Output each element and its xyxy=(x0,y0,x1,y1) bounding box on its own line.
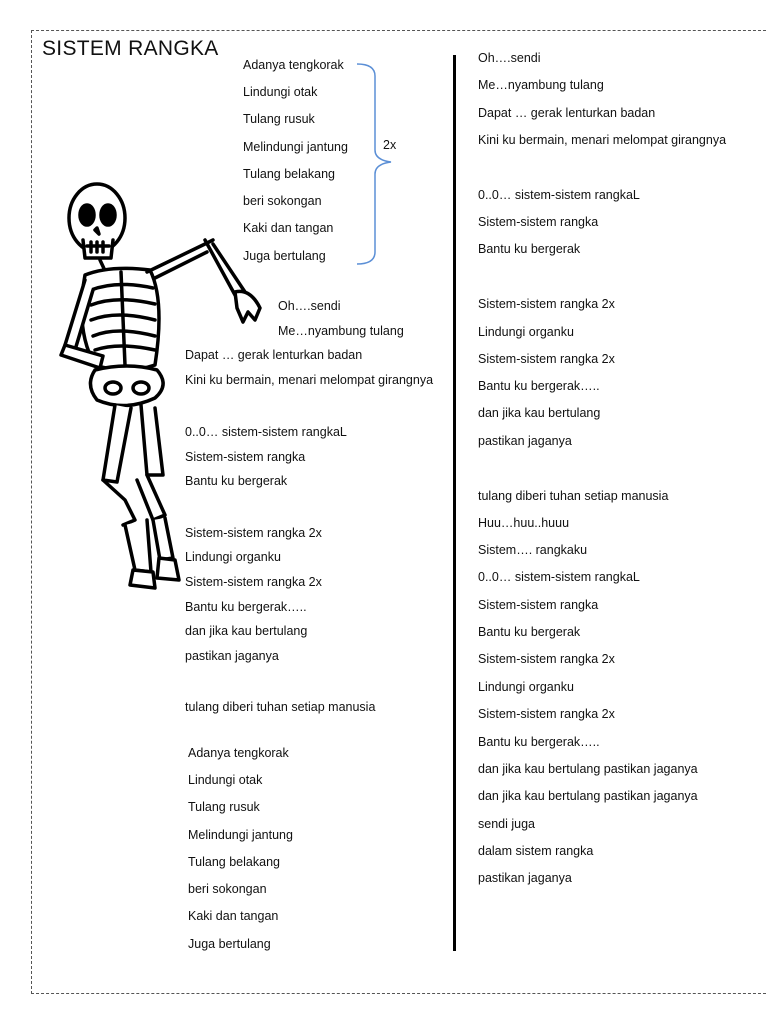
lyric-line: sendi juga xyxy=(478,817,535,831)
lyric-line: Huu…huu..huuu xyxy=(478,516,570,530)
lyric-line: Dapat … gerak lenturkan badan xyxy=(478,106,656,120)
lyric-line: beri sokongan xyxy=(188,882,267,896)
lyric-line: Sistem…. rangkaku xyxy=(478,543,588,557)
lyric-line: Dapat … gerak lenturkan badan xyxy=(185,348,363,362)
lyric-line: beri sokongan xyxy=(243,194,322,208)
lyric-line: Lindungi otak xyxy=(243,85,318,99)
lyric-line: Melindungi jantung xyxy=(243,140,348,154)
lyric-line: Sistem-sistem rangka xyxy=(478,598,599,612)
lyric-line: Bantu ku bergerak….. xyxy=(478,379,600,393)
lyric-line: Bantu ku bergerak xyxy=(478,242,581,256)
lyric-line: Sistem-sistem rangka xyxy=(478,215,599,229)
lyric-line: Sistem-sistem rangka 2x xyxy=(478,707,615,721)
lyric-line: Tulang belakang xyxy=(188,855,280,869)
column-divider xyxy=(453,55,456,951)
page-title: SISTEM RANGKA xyxy=(42,37,219,60)
lyric-line: dan jika kau bertulang xyxy=(185,624,308,638)
lyric-line: dan jika kau bertulang pastikan jaganya xyxy=(478,789,698,803)
lyric-line: Sistem-sistem rangka 2x xyxy=(478,297,615,311)
lyric-line: dan jika kau bertulang pastikan jaganya xyxy=(478,762,698,776)
lyric-line: Me…nyambung tulang xyxy=(478,78,604,92)
lyric-line: Oh….sendi xyxy=(278,299,341,313)
repeat-marker: 2x xyxy=(383,138,397,152)
lyric-line: dalam sistem rangka xyxy=(478,844,594,858)
lyric-line: Sistem-sistem rangka 2x xyxy=(478,352,615,366)
lyric-line: Bantu ku bergerak xyxy=(185,474,288,488)
lyric-line: Me…nyambung tulang xyxy=(278,324,404,338)
lyric-line: tulang diberi tuhan setiap manusia xyxy=(185,700,376,714)
lyric-line: Bantu ku bergerak xyxy=(478,625,581,639)
lyric-line: dan jika kau bertulang xyxy=(478,406,601,420)
lyric-line: Sistem-sistem rangka xyxy=(185,450,306,464)
lyric-line: Kaki dan tangan xyxy=(188,909,279,923)
lyric-line: Kaki dan tangan xyxy=(243,221,334,235)
lyric-line: Sistem-sistem rangka 2x xyxy=(478,652,615,666)
lyric-line: Kini ku bermain, menari melompat girangnya xyxy=(478,133,727,147)
lyric-line: 0..0… sistem-sistem rangkaL xyxy=(478,188,640,202)
lyric-line: pastikan jaganya xyxy=(185,649,279,663)
lyric-line: Tulang rusuk xyxy=(243,112,315,126)
lyric-line: Lindungi organku xyxy=(478,680,574,694)
lyric-line: Bantu ku bergerak….. xyxy=(478,735,600,749)
lyric-line: Lindungi organku xyxy=(185,550,281,564)
lyric-line: Tulang rusuk xyxy=(188,800,260,814)
lyric-line: Juga bertulang xyxy=(243,249,326,263)
lyric-line: Lindungi otak xyxy=(188,773,263,787)
lyric-line: Lindungi organku xyxy=(478,325,574,339)
lyric-line: 0..0… sistem-sistem rangkaL xyxy=(185,425,347,439)
lyric-line: Sistem-sistem rangka 2x xyxy=(185,575,322,589)
lyric-line: Melindungi jantung xyxy=(188,828,293,842)
lyric-line: Bantu ku bergerak….. xyxy=(185,600,307,614)
lyric-line: pastikan jaganya xyxy=(478,871,572,885)
lyric-line: Oh….sendi xyxy=(478,51,541,65)
lyric-line: Adanya tengkorak xyxy=(243,58,344,72)
lyric-line: tulang diberi tuhan setiap manusia xyxy=(478,489,669,503)
lyric-line: 0..0… sistem-sistem rangkaL xyxy=(478,570,640,584)
lyric-line: pastikan jaganya xyxy=(478,434,572,448)
brace-icon xyxy=(355,62,395,267)
lyric-line: Sistem-sistem rangka 2x xyxy=(185,526,322,540)
lyric-line: Kini ku bermain, menari melompat girangnya xyxy=(185,373,434,387)
lyric-line: Juga bertulang xyxy=(188,937,271,951)
lyric-line: Adanya tengkorak xyxy=(188,746,289,760)
lyric-line: Tulang belakang xyxy=(243,167,335,181)
